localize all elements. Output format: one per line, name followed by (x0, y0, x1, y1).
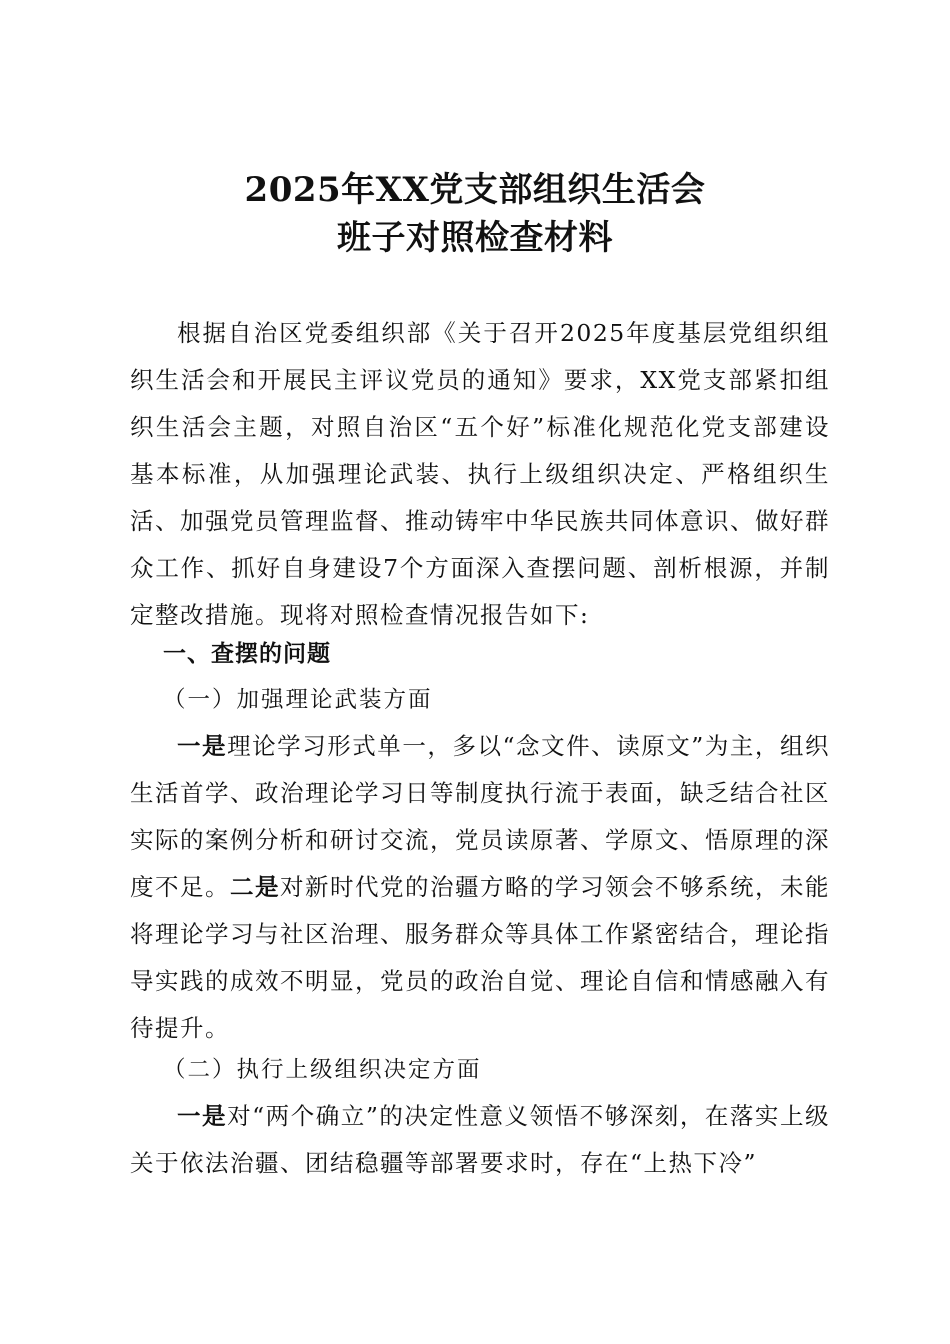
lead-marker-first: 一是 (177, 732, 228, 760)
section-heading-problems: 一、查摆的问题 (163, 641, 331, 667)
theory-text (130, 723, 830, 1052)
subsection-heading-theory: （一）加强理论武装方面 (163, 687, 433, 713)
intro-paragraph (130, 310, 830, 639)
theory-paragraph (130, 723, 830, 1052)
theory-point-second: 对新时代党的治疆方略的学习领会不够系统，未能将理论学习与社区治理、服务群众等具体工作紧密结合，理论指导实践的成效不明显，党员的政治自觉、理论自信和情感融入有待提升。 (130, 873, 830, 1042)
subsection-heading-decisions: （二）执行上级组织决定方面 (163, 1057, 482, 1083)
decisions-text (130, 1093, 830, 1187)
document-title-line2: 班子对照检查材料 (337, 218, 613, 258)
decisions-point-first: 对“两个确立”的决定性意义领悟不够深刻，在落实上级关于依法治疆、团结稳疆等部署要求时，存在“上热下冷” (130, 1102, 830, 1177)
decisions-paragraph (130, 1093, 830, 1187)
lead-marker-second: 二是 (230, 873, 280, 901)
intro-text: 根据自治区党委组织部《关于召开2025年度基层党组织组织生活会和开展民主评议党员的通知》要求，XX党支部紧扣组织生活会主题，对照自治区“五个好”标准化规范化党支部建设基本标准，从加强理论武装、执行上级组织决定、严格组织生活、加强党员管理监督、推动铸牢中华民族共同体意识、做好群众工作、抓好自身建设7个方面深入查摆问题、剖析根源，并制定整改措施。现将对照检查情况报告如下: (130, 319, 830, 629)
theory-point-first: 理论学习形式单一，多以“念文件、读原文”为主，组织生活首学、政治理论学习日等制度执行流于表面，缺乏结合社区实际的案例分析和研讨交流，党员读原著、学原文、悟原理的深度不足。 (130, 732, 830, 901)
lead-marker-first: 一是 (177, 1102, 228, 1130)
document-title-line1: 2025年XX党支部组织生活会 (244, 170, 706, 210)
